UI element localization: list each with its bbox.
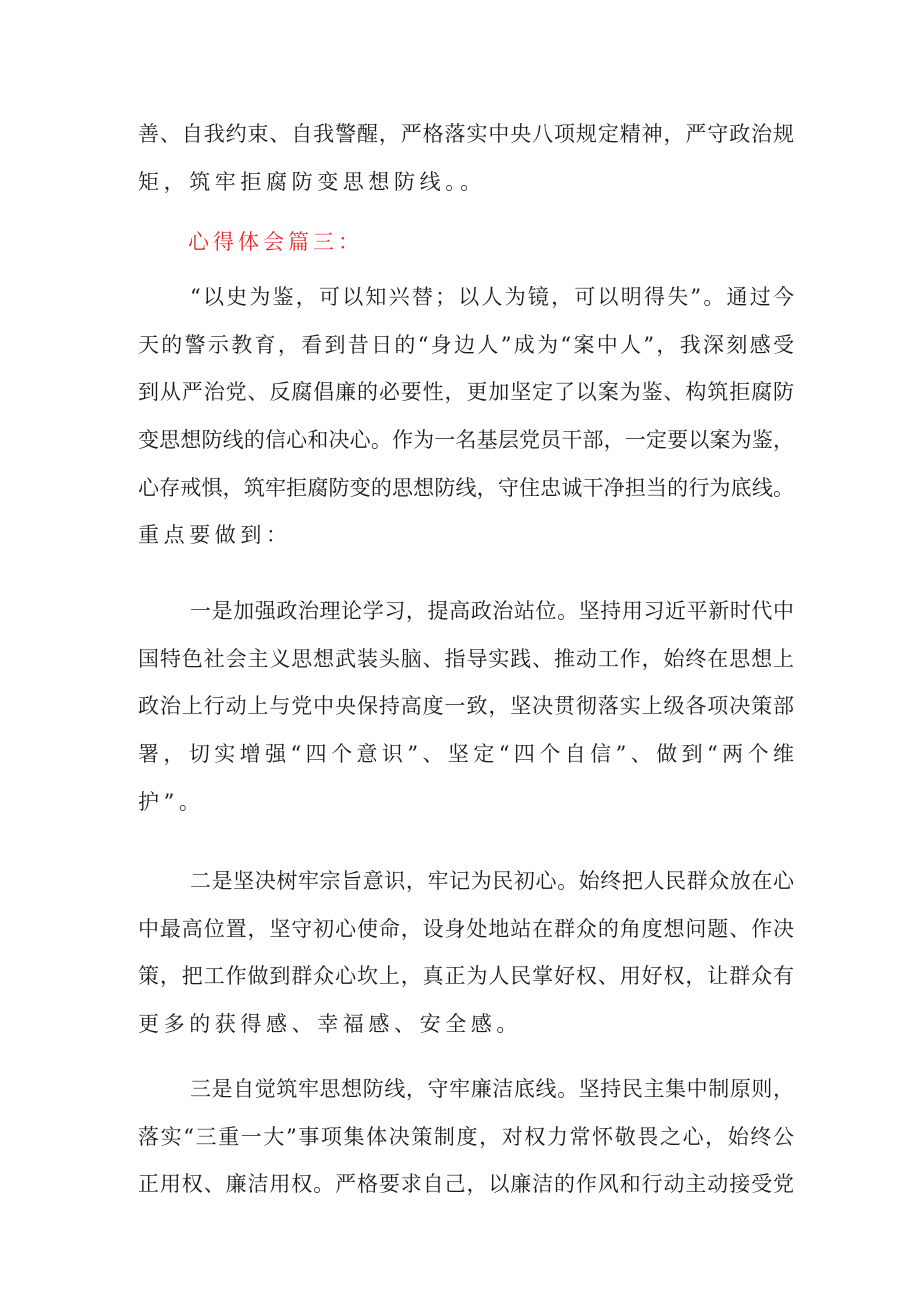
text-line: 政治上行动上与党中央保持高度一致，坚决贯彻落实上级各项决策部 [138, 694, 794, 719]
paragraph-point-one [138, 588, 794, 826]
text-line: 重点要做到： [138, 523, 292, 548]
text-line: 心存戒惧，筑牢拒腐防变的思想防线，守住忠诚干净担当的行为底线。 [138, 475, 794, 500]
text-line: 矩，筑牢拒腐防变思想防线。。 [138, 169, 486, 194]
text-line: 善、自我约束、自我警醒，严格落实中央八项规定精神，严守政治规 [138, 122, 794, 146]
text-line: 一是加强政治理论学习，提高政治站位。坚持用习近平新时代中 [190, 599, 794, 623]
text-line: 护”。 [138, 789, 205, 814]
paragraph-point-three [138, 1066, 794, 1209]
intro-paragraph [138, 111, 794, 206]
paragraph-point-two [138, 858, 794, 1049]
text-line: 策，把工作做到群众心坎上，真正为人民掌好权、用好权，让群众有 [138, 964, 794, 989]
section-heading: 心得体会篇三： [188, 230, 363, 254]
text-line: 三是自觉筑牢思想防线，守牢廉洁底线。坚持民主集中制原则， [190, 1077, 794, 1101]
paragraph-intro-quote [138, 274, 794, 560]
text-line: 二是坚决树牢宗旨意识，牢记为民初心。始终把人民群众放在心 [190, 869, 794, 893]
text-line: 正用权、廉洁用权。严格要求自己，以廉洁的作风和行动主动接受党 [138, 1172, 794, 1197]
text-line: 落实“三重一大”事项集体决策制度，对权力常怀敬畏之心，始终公 [138, 1124, 794, 1149]
text-line: 更多的获得感、幸福感、安全感。 [138, 1012, 522, 1037]
text-line: 到从严治党、反腐倡廉的必要性，更加坚定了以案为鉴、构筑拒腐防 [138, 380, 794, 405]
text-line: 署，切实增强“四个意识”、坚定“四个自信”、做到“两个维 [138, 742, 794, 767]
text-line: 国特色社会主义思想武装头脑、指导实践、推动工作，始终在思想上 [138, 646, 794, 671]
text-line: “以史为鉴，可以知兴替；以人为镜，可以明得失”。通过今 [190, 285, 794, 309]
text-line: 天的警示教育，看到昔日的“身边人”成为“案中人”，我深刻感受 [138, 332, 794, 357]
text-line: 中最高位置，坚守初心使命，设身处地站在群众的角度想问题、作决 [138, 916, 794, 941]
text-line: 变思想防线的信心和决心。作为一名基层党员干部，一定要以案为鉴， [138, 428, 794, 453]
